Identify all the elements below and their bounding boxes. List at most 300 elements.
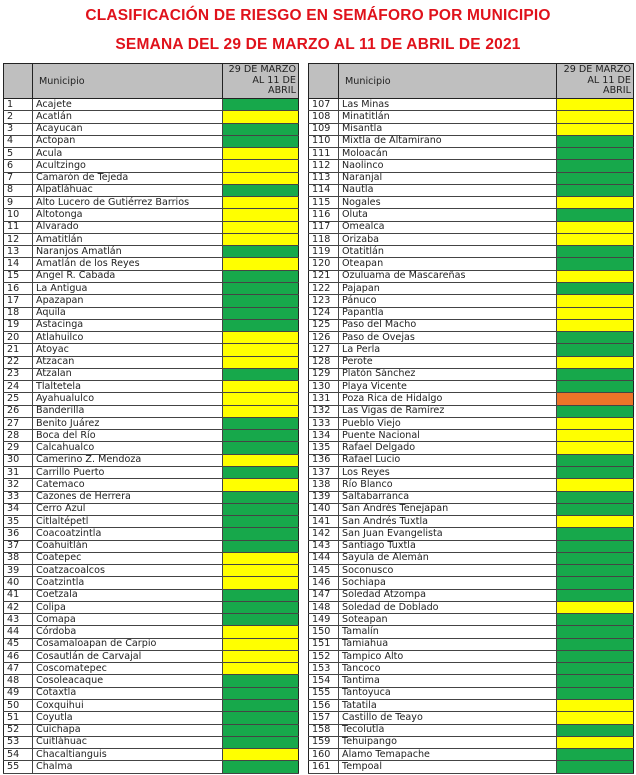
table-row xyxy=(309,638,634,650)
risk-color-cell xyxy=(557,209,634,221)
municipio-number: 148 xyxy=(309,601,339,613)
table-row xyxy=(4,405,299,417)
municipio-number: 33 xyxy=(4,491,33,503)
risk-color-cell xyxy=(223,184,299,196)
table-row xyxy=(4,221,299,233)
risk-color-cell xyxy=(223,307,299,319)
table-row xyxy=(309,135,634,147)
municipio-number: 156 xyxy=(309,700,339,712)
table-row xyxy=(4,99,299,111)
municipio-name: Alto Lucero de Gutiérrez Barrios xyxy=(33,197,223,209)
municipio-number: 133 xyxy=(309,417,339,429)
municipio-number: 125 xyxy=(309,319,339,331)
municipio-name: Paso del Macho xyxy=(339,319,557,331)
municipio-name: San Andrés Tuxtla xyxy=(339,516,557,528)
municipio-name: Naolinco xyxy=(339,160,557,172)
table-row xyxy=(4,626,299,638)
municipio-number: 12 xyxy=(4,233,33,245)
risk-color-cell xyxy=(557,405,634,417)
risk-color-cell xyxy=(557,344,634,356)
municipio-name: Papantla xyxy=(339,307,557,319)
table-row xyxy=(4,454,299,466)
table-row xyxy=(4,675,299,687)
municipio-number: 29 xyxy=(4,442,33,454)
municipio-number: 19 xyxy=(4,319,33,331)
risk-color-cell xyxy=(557,270,634,282)
risk-color-cell xyxy=(223,528,299,540)
municipio-name: Acula xyxy=(33,148,223,160)
municipio-name: Tehuipango xyxy=(339,736,557,748)
table-row xyxy=(4,184,299,196)
municipio-name: Citlaltépetl xyxy=(33,516,223,528)
municipio-number: 127 xyxy=(309,344,339,356)
risk-color-cell xyxy=(223,589,299,601)
municipio-number: 157 xyxy=(309,712,339,724)
municipio-name: Soledad Atzompa xyxy=(339,589,557,601)
municipio-name: Banderilla xyxy=(33,405,223,417)
municipio-number: 132 xyxy=(309,405,339,417)
municipio-number: 26 xyxy=(4,405,33,417)
table-row xyxy=(4,368,299,380)
municipio-number: 6 xyxy=(4,160,33,172)
municipio-name: Tatatila xyxy=(339,700,557,712)
risk-color-cell xyxy=(223,344,299,356)
municipio-number: 113 xyxy=(309,172,339,184)
table-row xyxy=(309,197,634,209)
table-row xyxy=(309,663,634,675)
municipio-name: Actopan xyxy=(33,135,223,147)
municipio-name: Naranjos Amatlán xyxy=(33,246,223,258)
municipio-number: 122 xyxy=(309,282,339,294)
table-row xyxy=(309,577,634,589)
municipio-number: 147 xyxy=(309,589,339,601)
municipio-number: 49 xyxy=(4,687,33,699)
municipio-number: 124 xyxy=(309,307,339,319)
municipio-name: Angel R. Cabada xyxy=(33,270,223,282)
municipio-number: 40 xyxy=(4,577,33,589)
table-row xyxy=(309,516,634,528)
risk-color-cell xyxy=(557,368,634,380)
table-row xyxy=(4,565,299,577)
risk-color-cell xyxy=(223,601,299,613)
table-row xyxy=(309,209,634,221)
municipio-name: Tantima xyxy=(339,675,557,687)
municipio-number: 8 xyxy=(4,184,33,196)
table-row xyxy=(309,712,634,724)
risk-color-cell xyxy=(223,233,299,245)
municipio-number: 25 xyxy=(4,393,33,405)
risk-color-cell xyxy=(557,393,634,405)
municipio-number: 141 xyxy=(309,516,339,528)
risk-color-cell xyxy=(557,601,634,613)
municipio-number: 53 xyxy=(4,736,33,748)
table-row xyxy=(4,381,299,393)
municipio-name: Tampico Alto xyxy=(339,650,557,662)
municipio-name: Amatitlán xyxy=(33,233,223,245)
table-row xyxy=(4,761,299,773)
risk-color-cell xyxy=(223,258,299,270)
municipio-number: 4 xyxy=(4,135,33,147)
table-row xyxy=(309,184,634,196)
table-row xyxy=(4,209,299,221)
municipio-name: Mixtla de Altamirano xyxy=(339,135,557,147)
municipio-name: Perote xyxy=(339,356,557,368)
municipio-name: Coscomatepec xyxy=(33,663,223,675)
municipio-name: Boca del Río xyxy=(33,430,223,442)
municipio-name: Coyutla xyxy=(33,712,223,724)
risk-color-cell xyxy=(557,724,634,736)
risk-color-cell xyxy=(557,233,634,245)
risk-color-cell xyxy=(557,295,634,307)
municipio-name: Poza Rica de Hidalgo xyxy=(339,393,557,405)
municipio-name: Las Minas xyxy=(339,99,557,111)
risk-color-cell xyxy=(557,258,634,270)
municipio-name: Orizaba xyxy=(339,233,557,245)
risk-color-cell xyxy=(557,528,634,540)
risk-color-cell xyxy=(223,626,299,638)
municipio-number: 130 xyxy=(309,381,339,393)
municipio-name: Nogales xyxy=(339,197,557,209)
risk-color-cell xyxy=(223,749,299,761)
table-row xyxy=(309,454,634,466)
municipio-number: 54 xyxy=(4,749,33,761)
municipio-number: 139 xyxy=(309,491,339,503)
risk-color-cell xyxy=(557,454,634,466)
municipio-name: Coacoatzintla xyxy=(33,528,223,540)
municipio-number: 116 xyxy=(309,209,339,221)
risk-color-cell xyxy=(223,111,299,123)
municipio-number: 120 xyxy=(309,258,339,270)
risk-color-cell xyxy=(223,282,299,294)
risk-table-left xyxy=(3,63,299,774)
risk-color-cell xyxy=(557,650,634,662)
header-period: 29 DE MARZO AL 11 DE ABRIL xyxy=(557,64,634,99)
table-row xyxy=(309,528,634,540)
risk-color-cell xyxy=(223,246,299,258)
municipio-name: Atzalan xyxy=(33,368,223,380)
municipio-name: Amatlán de los Reyes xyxy=(33,258,223,270)
table-row xyxy=(4,246,299,258)
municipio-name: Puente Nacional xyxy=(339,430,557,442)
risk-color-cell xyxy=(223,221,299,233)
risk-color-cell xyxy=(223,761,299,773)
municipio-name: Acayucan xyxy=(33,123,223,135)
municipio-number: 145 xyxy=(309,565,339,577)
risk-color-cell xyxy=(223,491,299,503)
table-row xyxy=(4,430,299,442)
municipio-name: Atlahuilco xyxy=(33,332,223,344)
table-row xyxy=(4,650,299,662)
risk-color-cell xyxy=(557,282,634,294)
municipio-name: Paso de Ovejas xyxy=(339,332,557,344)
municipio-name: Chalma xyxy=(33,761,223,773)
table-row xyxy=(309,675,634,687)
municipio-number: 152 xyxy=(309,650,339,662)
risk-color-cell xyxy=(223,135,299,147)
risk-color-cell xyxy=(223,516,299,528)
risk-color-cell xyxy=(557,663,634,675)
risk-color-cell xyxy=(223,405,299,417)
municipio-number: 160 xyxy=(309,749,339,761)
municipio-name: Cotaxtla xyxy=(33,687,223,699)
municipio-name: Cuichapa xyxy=(33,724,223,736)
risk-color-cell xyxy=(557,417,634,429)
municipio-number: 55 xyxy=(4,761,33,773)
municipio-number: 24 xyxy=(4,381,33,393)
municipio-name: Tancoco xyxy=(339,663,557,675)
risk-color-cell xyxy=(223,295,299,307)
municipio-number: 144 xyxy=(309,552,339,564)
municipio-name: Nautla xyxy=(339,184,557,196)
risk-color-cell xyxy=(223,99,299,111)
table-row xyxy=(4,319,299,331)
table-row xyxy=(309,258,634,270)
risk-color-cell xyxy=(557,332,634,344)
municipio-number: 43 xyxy=(4,614,33,626)
municipio-number: 110 xyxy=(309,135,339,147)
municipio-number: 142 xyxy=(309,528,339,540)
municipio-name: Sayula de Alemán xyxy=(339,552,557,564)
municipio-number: 108 xyxy=(309,111,339,123)
municipio-number: 2 xyxy=(4,111,33,123)
risk-color-cell xyxy=(557,589,634,601)
risk-color-cell xyxy=(223,577,299,589)
risk-color-cell xyxy=(223,552,299,564)
municipio-number: 36 xyxy=(4,528,33,540)
document-subtitle: SEMANA DEL 29 DE MARZO AL 11 DE ABRIL DE 2021 xyxy=(115,36,521,53)
municipio-number: 11 xyxy=(4,221,33,233)
municipio-name: Aquila xyxy=(33,307,223,319)
table-row xyxy=(4,332,299,344)
table-row xyxy=(4,687,299,699)
risk-color-cell xyxy=(223,148,299,160)
municipio-name: Tempoal xyxy=(339,761,557,773)
risk-color-cell xyxy=(223,332,299,344)
municipio-name: Playa Vicente xyxy=(339,381,557,393)
table-row xyxy=(4,479,299,491)
municipio-name: Rafael Lucio xyxy=(339,454,557,466)
table-row xyxy=(309,405,634,417)
table-row xyxy=(4,663,299,675)
risk-color-cell xyxy=(557,135,634,147)
municipio-name: Naranjal xyxy=(339,172,557,184)
risk-color-cell xyxy=(557,319,634,331)
table-row xyxy=(309,540,634,552)
header-number xyxy=(4,64,33,99)
municipio-name: Tecolutla xyxy=(339,724,557,736)
municipio-number: 27 xyxy=(4,417,33,429)
table-row xyxy=(4,528,299,540)
table-row xyxy=(4,712,299,724)
municipio-name: Tamiahua xyxy=(339,638,557,650)
municipio-name: Chacaltianguis xyxy=(33,749,223,761)
municipio-name: Soteapan xyxy=(339,614,557,626)
risk-color-cell xyxy=(557,430,634,442)
municipio-name: Altotonga xyxy=(33,209,223,221)
municipio-number: 3 xyxy=(4,123,33,135)
table-row xyxy=(309,172,634,184)
risk-color-cell xyxy=(557,184,634,196)
municipio-name: Rafael Delgado xyxy=(339,442,557,454)
municipio-number: 109 xyxy=(309,123,339,135)
table-row xyxy=(309,307,634,319)
table-row xyxy=(4,135,299,147)
municipio-number: 119 xyxy=(309,246,339,258)
header-municipio: Municipio xyxy=(339,64,557,99)
risk-color-cell xyxy=(223,123,299,135)
municipio-number: 155 xyxy=(309,687,339,699)
risk-color-cell xyxy=(557,577,634,589)
municipio-name: Apazapan xyxy=(33,295,223,307)
municipio-number: 114 xyxy=(309,184,339,196)
risk-color-cell xyxy=(557,356,634,368)
table-row xyxy=(4,749,299,761)
table-row xyxy=(309,160,634,172)
municipio-number: 28 xyxy=(4,430,33,442)
risk-color-cell xyxy=(557,111,634,123)
municipio-number: 5 xyxy=(4,148,33,160)
header-number xyxy=(309,64,339,99)
municipio-number: 37 xyxy=(4,540,33,552)
municipio-name: Soledad de Doblado xyxy=(339,601,557,613)
table-row xyxy=(4,614,299,626)
table-row xyxy=(4,442,299,454)
table-row xyxy=(4,700,299,712)
municipio-name: Coxquihui xyxy=(33,700,223,712)
risk-color-cell xyxy=(223,675,299,687)
risk-color-cell xyxy=(557,565,634,577)
municipio-number: 158 xyxy=(309,724,339,736)
table-row xyxy=(309,736,634,748)
municipio-number: 128 xyxy=(309,356,339,368)
risk-color-cell xyxy=(557,700,634,712)
table-row xyxy=(4,233,299,245)
table-row xyxy=(309,552,634,564)
municipio-name: Pueblo Viejo xyxy=(339,417,557,429)
municipio-number: 9 xyxy=(4,197,33,209)
table-row xyxy=(4,123,299,135)
risk-color-cell xyxy=(223,540,299,552)
risk-color-cell xyxy=(557,736,634,748)
risk-color-cell xyxy=(557,638,634,650)
risk-color-cell xyxy=(223,736,299,748)
table-row xyxy=(309,565,634,577)
municipio-name: Saltabarranca xyxy=(339,491,557,503)
risk-color-cell xyxy=(557,552,634,564)
municipio-number: 45 xyxy=(4,638,33,650)
municipio-name: Río Blanco xyxy=(339,479,557,491)
municipio-name: Atzacan xyxy=(33,356,223,368)
municipio-number: 121 xyxy=(309,270,339,282)
table-row xyxy=(309,111,634,123)
table-row xyxy=(4,270,299,282)
table-row xyxy=(309,626,634,638)
municipio-number: 41 xyxy=(4,589,33,601)
risk-color-cell xyxy=(557,466,634,478)
table-row xyxy=(309,503,634,515)
municipio-name: Cosoleacaque xyxy=(33,675,223,687)
municipio-number: 23 xyxy=(4,368,33,380)
risk-color-cell xyxy=(223,270,299,282)
municipio-name: Cerro Azul xyxy=(33,503,223,515)
risk-color-cell xyxy=(223,663,299,675)
municipio-number: 50 xyxy=(4,700,33,712)
municipio-name: Oteapan xyxy=(339,258,557,270)
table-row xyxy=(309,123,634,135)
municipio-name: Tantoyuca xyxy=(339,687,557,699)
risk-color-cell xyxy=(557,172,634,184)
risk-color-cell xyxy=(557,761,634,773)
table-row xyxy=(4,417,299,429)
risk-color-cell xyxy=(223,466,299,478)
municipio-number: 52 xyxy=(4,724,33,736)
table-row xyxy=(4,503,299,515)
risk-color-cell xyxy=(223,417,299,429)
municipio-name: Castillo de Teayo xyxy=(339,712,557,724)
municipio-name: Cazones de Herrera xyxy=(33,491,223,503)
table-row xyxy=(309,393,634,405)
municipio-number: 136 xyxy=(309,454,339,466)
municipio-name: Omealca xyxy=(339,221,557,233)
table-row xyxy=(4,540,299,552)
municipio-number: 154 xyxy=(309,675,339,687)
table-row xyxy=(4,172,299,184)
municipio-name: Pánuco xyxy=(339,295,557,307)
risk-color-cell xyxy=(557,160,634,172)
table-row xyxy=(309,356,634,368)
risk-color-cell xyxy=(557,712,634,724)
municipio-number: 123 xyxy=(309,295,339,307)
table-row xyxy=(309,724,634,736)
municipio-number: 140 xyxy=(309,503,339,515)
municipio-number: 32 xyxy=(4,479,33,491)
municipio-name: Cuitláhuac xyxy=(33,736,223,748)
municipio-name: Tamalín xyxy=(339,626,557,638)
municipio-number: 129 xyxy=(309,368,339,380)
table-row xyxy=(309,282,634,294)
municipio-number: 111 xyxy=(309,148,339,160)
municipio-number: 14 xyxy=(4,258,33,270)
municipio-number: 34 xyxy=(4,503,33,515)
risk-color-cell xyxy=(223,368,299,380)
risk-table-right xyxy=(308,63,634,774)
municipio-name: Alpatláhuac xyxy=(33,184,223,196)
table-row xyxy=(4,736,299,748)
table-row xyxy=(309,589,634,601)
municipio-name: Camarón de Tejeda xyxy=(33,172,223,184)
risk-color-cell xyxy=(223,172,299,184)
municipio-number: 46 xyxy=(4,650,33,662)
risk-color-cell xyxy=(223,712,299,724)
municipio-number: 134 xyxy=(309,430,339,442)
table-row xyxy=(4,160,299,172)
table-row xyxy=(309,430,634,442)
risk-color-cell xyxy=(223,479,299,491)
municipio-number: 150 xyxy=(309,626,339,638)
municipio-name: Oluta xyxy=(339,209,557,221)
table-row xyxy=(309,246,634,258)
municipio-name: Catemaco xyxy=(33,479,223,491)
municipio-number: 161 xyxy=(309,761,339,773)
municipio-name: Atoyac xyxy=(33,344,223,356)
municipio-name: Alvarado xyxy=(33,221,223,233)
municipio-name: Carrillo Puerto xyxy=(33,466,223,478)
table-row xyxy=(4,516,299,528)
table-row xyxy=(4,724,299,736)
risk-color-cell xyxy=(557,148,634,160)
risk-color-cell xyxy=(223,700,299,712)
municipio-number: 13 xyxy=(4,246,33,258)
